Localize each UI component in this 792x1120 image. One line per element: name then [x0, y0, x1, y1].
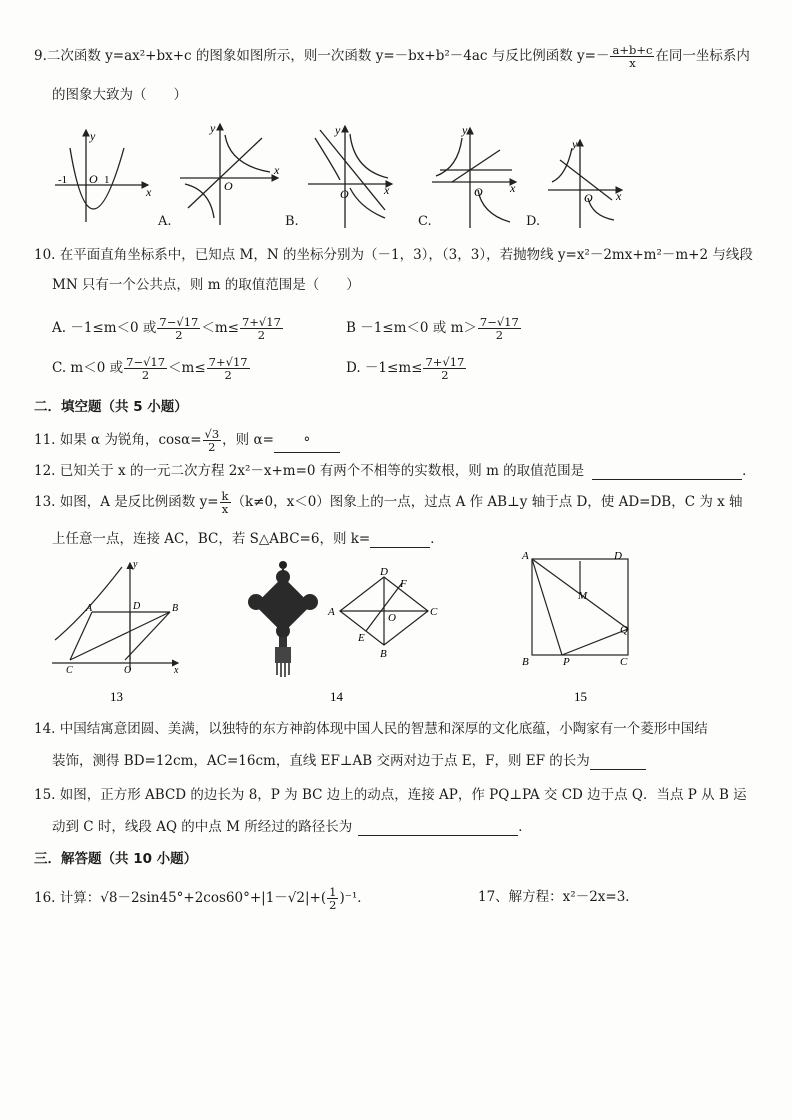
- q9-option-c[interactable]: C.: [418, 214, 432, 229]
- q15-answer-blank[interactable]: [358, 835, 518, 836]
- q9-g1-y: y: [90, 129, 96, 143]
- fig15-square: [532, 559, 628, 655]
- q10-option-b[interactable]: B －1≤m＜0 或 m＞ $\frac{7-√17}{2}$: [346, 315, 519, 342]
- q13-line1: 13. 如图，A 是反比例函数 y= $\frac{k}{x}$ （k≠0，x＜0）图象上的一点，过点 A 作 AB⊥y 轴于点 D，使 AD=DB，C 为 x 轴: [34, 489, 743, 516]
- fig14-rhombus: [340, 577, 428, 645]
- fig13-O: O: [124, 665, 132, 676]
- q10-option-c[interactable]: C. m＜0 或 $\frac{7-√17}{2}$ ＜m≤ $\frac{7+√17}{2}$: [52, 355, 248, 382]
- q11: 11. 如果 α 为锐角，cosα= $\frac{√3}{2}$ ，则 α= °: [34, 428, 340, 453]
- section-fill-in-title: 二．填空题（共 5 小题）: [34, 399, 188, 415]
- q9-b-y: y: [335, 123, 341, 137]
- q9-g1-pos: 1: [104, 174, 110, 186]
- q12-answer-blank[interactable]: [592, 479, 742, 480]
- q9-d-x: x: [616, 189, 622, 203]
- q14-line2: 装饰，测得 BD=12cm，AC=16cm，直线 EF⊥AB 交两对边于点 E，F，则 EF 的长为: [52, 752, 646, 770]
- q17: 17、解方程：x²－2x=3．: [478, 889, 639, 905]
- fig13-x: x: [174, 665, 179, 676]
- q9-option-b-graph: [308, 126, 392, 228]
- q9-line1: 9.二次函数 y=ax²+bx+c 的图象如图所示，则一次函数 y=－bx+b²－4ac 与反比例函数 y=－ $\frac{a+b+c}{x}$ 在同一坐标系内: [34, 43, 750, 70]
- fig13-A: A: [86, 603, 93, 614]
- q9-option-a[interactable]: A.: [158, 214, 172, 229]
- q9-fraction: $\frac{a+b+c}{x}$: [612, 43, 653, 70]
- q9-graphs: [0, 110, 792, 350]
- chinese-knot-icon: [248, 561, 318, 677]
- q9-option-a-graph: [180, 124, 278, 225]
- fig15-A: A: [522, 550, 529, 562]
- fig13-y: y: [133, 559, 138, 570]
- q9-option-d[interactable]: D.: [526, 214, 541, 229]
- q10-line1: 10. 在平面直角坐标系中，已知点 M，N 的坐标分别为（－1，3），（3，3），若抛物线 y=x²－2mx+m²－m+2 与线段: [34, 247, 753, 263]
- fig14-F: F: [400, 578, 407, 590]
- fig15-M: M: [578, 590, 588, 602]
- q9-c-o: O: [474, 185, 483, 199]
- fig14-D: D: [380, 566, 388, 578]
- q9-c-x: x: [510, 181, 516, 195]
- q10-option-d[interactable]: D. －1≤m≤ $\frac{7+√17}{2}$: [346, 355, 465, 382]
- q10-line2: MN 只有一个公共点，则 m 的取值范围是（ ）: [52, 277, 360, 293]
- fig14-caption: 14: [330, 689, 343, 704]
- q9-d-y: y: [572, 137, 578, 151]
- q9-g1-neg: -1: [58, 174, 68, 186]
- fig15-Q: Q: [620, 624, 628, 636]
- q9-d-o: O: [584, 191, 593, 205]
- fig14-B: B: [380, 648, 387, 660]
- q9-option-d-graph: [548, 140, 622, 228]
- fig13-B: B: [172, 603, 179, 614]
- q13-line2: 上任意一点，连接 AC，BC，若 S△ABC=6，则 k= ．: [52, 531, 444, 547]
- fig14-E: E: [358, 632, 365, 644]
- q16: 16. 计算：√8－2sin45°+2cos60°+|1－√2|+( $\frac{1}{2}$ )⁻¹．: [34, 885, 371, 912]
- fig15-C: C: [620, 656, 628, 668]
- q9-b-x: x: [384, 183, 390, 197]
- q15-line1: 15. 如图，正方形 ABCD 的边长为 8，P 为 BC 边上的动点，连接 AP，作 PQ⊥PA 交 CD 边于点 Q．当点 P 从 B 运: [34, 787, 747, 803]
- q9-c-y: y: [462, 123, 468, 137]
- fig14-O: O: [388, 612, 396, 624]
- q9-a-o: O: [224, 179, 233, 193]
- figures-13-15: [0, 545, 792, 705]
- q9-a-y: y: [210, 121, 216, 135]
- q10-option-a[interactable]: A. －1≤m＜0 或 $\frac{7-√17}{2}$ ＜m≤ $\frac{7+√17}{2}$: [52, 315, 281, 342]
- q9-option-c-graph: [432, 128, 516, 228]
- fig13-caption: 13: [110, 689, 123, 704]
- q9-g1-o: O: [89, 172, 98, 186]
- fig15-D: D: [614, 550, 622, 562]
- q14-line1: 14. 中国结寓意团圆、美满，以独特的东方神韵体现中国人民的智慧和深厚的文化底蕴，小陶家有一个菱形中国结: [34, 721, 708, 737]
- q9-g1-x: x: [146, 185, 152, 199]
- q9-option-b[interactable]: B.: [285, 214, 299, 229]
- fig13-C: C: [66, 665, 73, 676]
- q12: 12. 已知关于 x 的一元二次方程 2x²－x+m=0 有两个不相等的实数根，则 m 的取值范围是 ．: [34, 463, 756, 479]
- q9-parabola-graph: [55, 130, 148, 222]
- fig15-caption: 15: [574, 689, 587, 704]
- q15-line2: 动到 C 时，线段 AQ 的中点 M 所经过的路径长为 ．: [52, 819, 532, 835]
- fig15-B: B: [522, 656, 529, 668]
- q9-line2: 的图象大致为（ ）: [52, 87, 187, 103]
- q14-answer-blank[interactable]: [590, 769, 646, 770]
- fig13-D: D: [133, 601, 141, 612]
- fig14-C: C: [430, 606, 438, 618]
- fig15-P: P: [563, 656, 570, 668]
- q11-answer-blank[interactable]: °: [274, 434, 340, 453]
- q9-b-o: O: [340, 187, 349, 201]
- section-answer-title: 三．解答题（共 10 小题）: [34, 851, 198, 867]
- fig13: [52, 563, 178, 670]
- q9-a-x: x: [274, 163, 280, 177]
- fig14-A: A: [328, 606, 335, 618]
